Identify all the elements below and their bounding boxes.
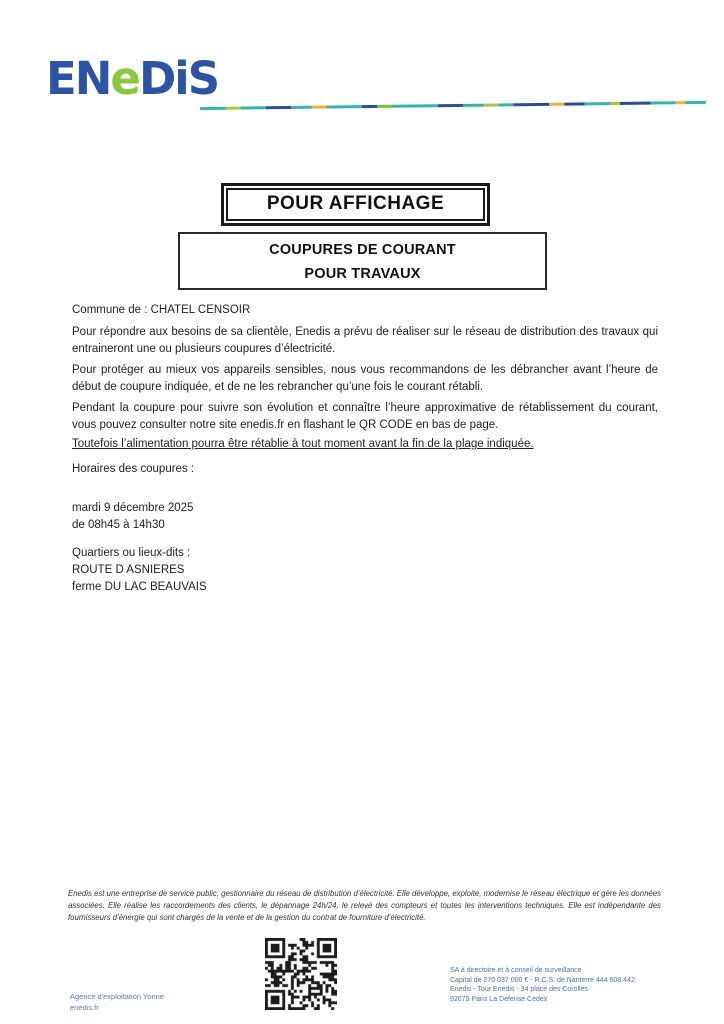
paragraph-travaux: Pour répondre aux besoins de sa clientèle, Enedis a prévu de réaliser sur le réseau de distribution des travaux qui entraineront une ou plusieurs coupures d’électricité. (72, 326, 658, 355)
company-line-4: 92079 Paris La Défense Cedex (450, 995, 548, 1003)
paragraph-appareils: Pour protéger au mieux vos appareils sensibles, nous vous recommandons de les débrancher avant l’heure de début de coupure indiquée, et de ne les rebrancher qu’une fois le courant rétabli. (72, 364, 658, 393)
coupures-banner-line1: COUPURES DE COURANT (269, 242, 456, 258)
quartier-item-1: ROUTE D ASNIERES (72, 564, 185, 576)
paragraph-qrcode: Pendant la coupure pour suivre son évolution et connaître l’heure approximative de rétablissement du courant, vous pouvez consulter notre site enedis.fr en flashant le QR CODE en bas de page. (72, 402, 658, 431)
affichage-banner (221, 183, 490, 226)
company-legal-block (450, 966, 635, 1004)
company-line-1: SA à directoire et à conseil de surveillance (450, 967, 582, 974)
enedis-logo (46, 52, 219, 105)
legal-fine-print: Enedis est une entreprise de service public, gestionnaire du réseau de distribution d’électricité. Elle développe, exploite, modernise le réseau électrique et gère les données associées. Elle réalise les raccordements des clients, le dépannage 24h/24, le relevé des compteurs et toutes les interventions techniques. Elle est indépendante des fournisseurs d’énergie qui sont chargés de la vente et de la gestion du contrat de fourniture d’électricité. (68, 889, 661, 922)
schedule-block (72, 500, 658, 534)
quartiers-block (72, 545, 658, 596)
coupures-banner (178, 232, 547, 290)
coupures-banner-line2: POUR TRAVAUX (304, 265, 421, 282)
agency-name: Agence d'exploitation Yonne (70, 992, 165, 1001)
notice-body (72, 302, 658, 596)
agency-website: enedis.fr (70, 1003, 99, 1012)
logo-text-blue-left: EN (46, 52, 111, 105)
horaires-label: Horaires des coupures : (72, 463, 195, 475)
quartiers-label: Quartiers ou lieux-dits : (72, 547, 191, 559)
affichage-banner-text: POUR AFFICHAGE (226, 188, 485, 221)
paragraph-retablie-underlined: Toutefois l’alimentation pourra être rétablie à tout moment avant la fin de la plage indiquée. (72, 438, 534, 450)
logo-text-blue-right: DiS (138, 52, 219, 105)
schedule-time: de 08h45 à 14h30 (72, 519, 165, 531)
company-line-3: Enedis - Tour Enedis - 34 place des Corolles (450, 986, 589, 993)
qr-code-icon (265, 938, 337, 1010)
schedule-date: mardi 9 décembre 2025 (72, 502, 194, 514)
agency-block (70, 991, 164, 1013)
company-line-2: Capital de 270 037 000 € - R.C.S. de Nanterre 444 608 442 (450, 976, 635, 984)
commune-line: Commune de : CHATEL CENSOIR (72, 304, 251, 316)
logo-text-green: e (110, 52, 139, 105)
brand-colorbar (200, 101, 706, 110)
quartier-item-2: ferme DU LAC BEAUVAIS (72, 581, 207, 593)
